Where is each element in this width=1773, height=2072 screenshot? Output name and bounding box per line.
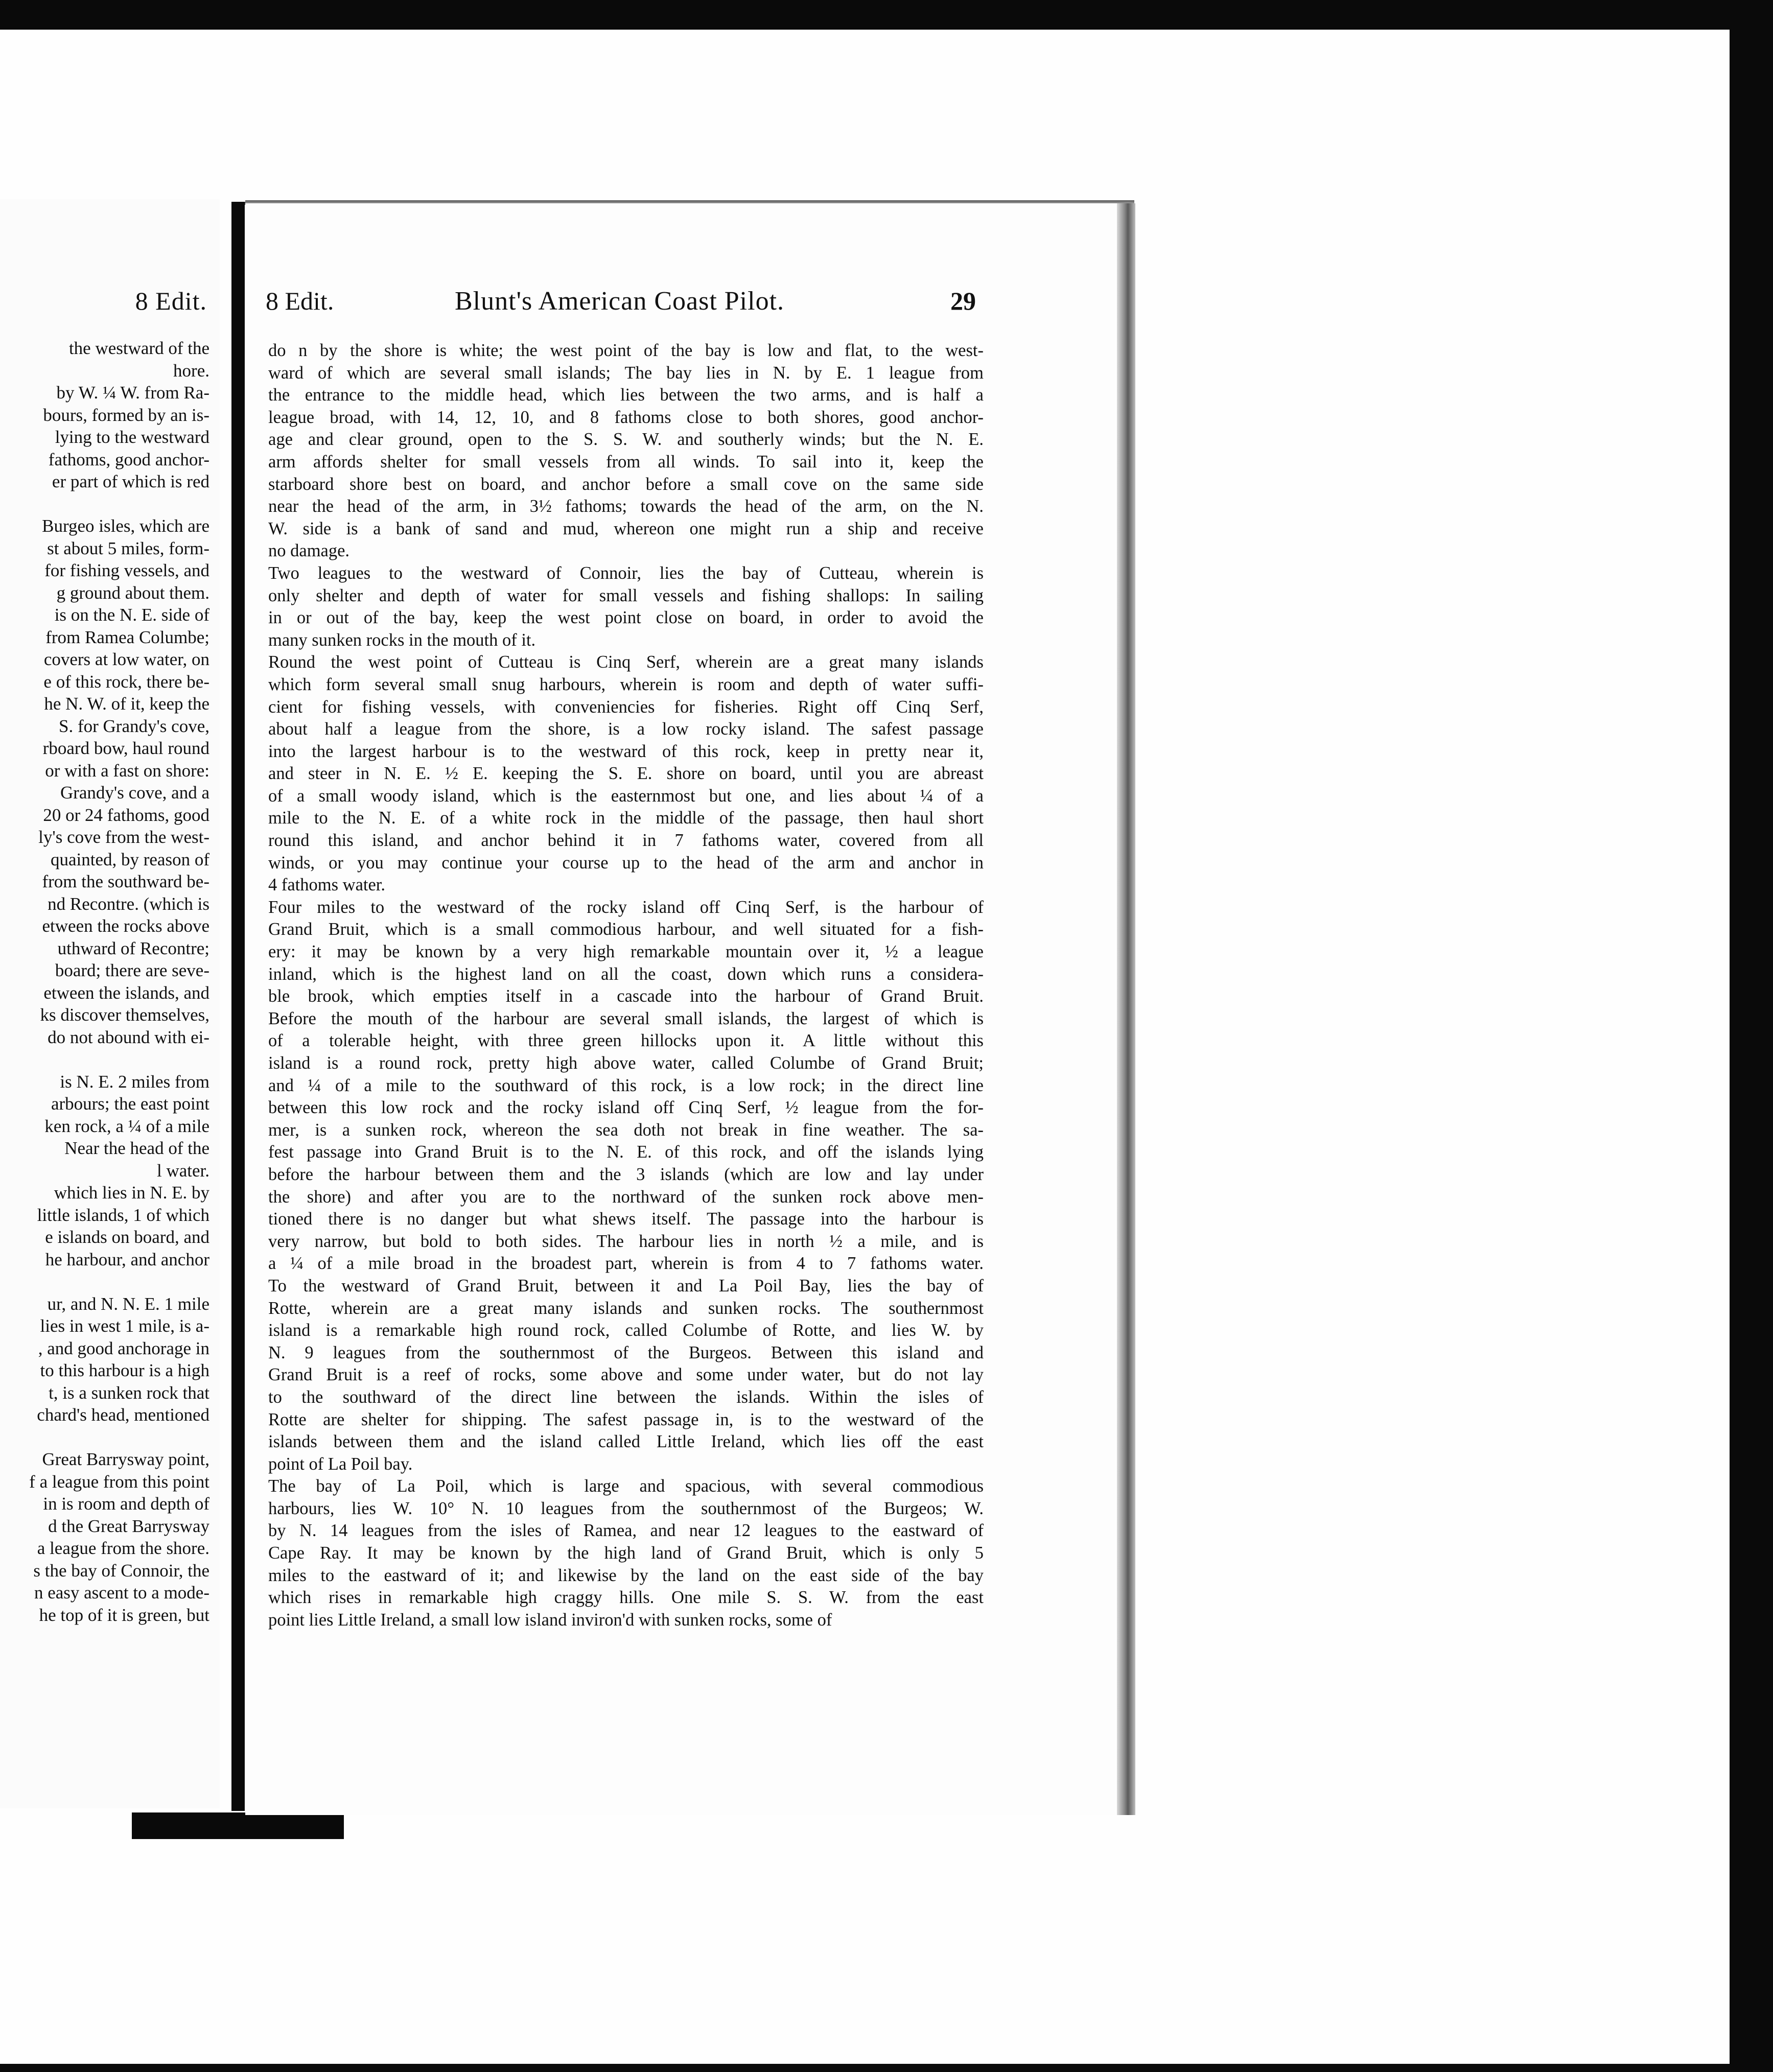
left-text-line: t, is a sunken rock that [49,1382,209,1403]
left-text-line [0,1270,209,1293]
running-head [266,286,981,322]
left-text-line: lying to the westward [55,427,209,447]
left-page-text [0,337,209,1626]
left-text-line: ur, and N. N. E. 1 mile [47,1293,209,1314]
body-text-line: very narrow, but bold to both sides. The harbour lies in north ½ a mile, and is [268,1231,984,1251]
body-text-line: Grand Bruit, which is a small commodious harbour, and well situated for a fish- [268,920,984,939]
left-text-line: Grandy's cove, and a [60,783,209,803]
body-text-line: point of La Poil bay. [268,1454,413,1474]
left-text-line: is on the N. E. side of [54,605,209,625]
left-text-line: lies in west 1 mile, is a- [40,1316,209,1336]
body-text-line: between this low rock and the rocky island off Cinq Serf, ½ league from the for- [268,1098,984,1118]
body-text-line: Round the west point of Cutteau is Cinq Serf, wherein are a great many islands [268,652,984,672]
left-text-line: Burgeo isles, which are [42,516,209,536]
left-text-line [0,493,209,515]
body-text-line: The bay of La Poil, which is large and spacious, with several commodious [268,1476,984,1496]
body-text-line: by N. 14 leagues from the isles of Ramea, and near 12 leagues to the eastward of [268,1521,984,1541]
body-text-line: and steer in N. E. ½ E. keeping the S. E. shore on board, until you are abreast [268,764,984,784]
left-text-line: in is room and depth of [43,1494,209,1514]
page-edge-shadow [1117,203,1135,1815]
body-text-line: tioned there is no danger but what shews itself. The passage into the harbour is [268,1209,984,1229]
body-text-line: which form several small snug harbours, wherein is room and depth of water suffi- [268,674,984,694]
left-text-line: or with a fast on shore: [45,760,209,781]
body-text-line: point lies Little Ireland, a small low island inviron'd with sunken rocks, some of [268,1610,832,1630]
left-text-line: from Ramea Columbe; [45,627,209,647]
left-text-line: to this harbour is a high [40,1360,209,1380]
left-text-line: st about 5 miles, form- [47,538,209,558]
edition-label: 8 Edit. [266,287,334,315]
left-text-line: fathoms, good anchor- [48,449,209,469]
left-text-line: er part of which is red [52,472,209,491]
body-text-line: arm affords shelter for small vessels from all winds. To sail into it, keep the [268,452,984,472]
body-text-line: the entrance to the middle head, which lies between the two arms, and is half a [268,385,984,405]
left-text-line: board; there are seve- [55,960,209,980]
left-text-line: nd Recontre. (which is [48,893,209,914]
left-text-line: do not abound with ei- [48,1027,209,1047]
body-text-line: N. 9 leagues from the southernmost of the Burgeos. Between this island and [268,1343,984,1362]
left-text-line: for fishing vessels, and [44,560,209,580]
left-text-line: covers at low water, on [43,649,209,669]
left-text-line: l water. [156,1160,209,1181]
left-text-line: arbours; the east point [51,1094,209,1114]
body-text-line: island is a round rock, pretty high above water, called Columbe of Grand Bruit; [268,1053,984,1073]
left-text-line: rboard bow, haul round [42,738,209,758]
left-text-line: a league from the shore. [37,1538,209,1558]
body-text-line: only shelter and depth of water for small vessels and fishing shallops: In sailing [268,585,984,605]
body-text-line: miles to the eastward of it; and likewise by the land on the east side of the bay [268,1565,984,1585]
body-text-line: W. side is a bank of sand and mud, whereon one might run a ship and receive [268,519,984,538]
left-text-line: the westward of the [68,338,209,358]
body-text-line: ery: it may be known by a very high remarkable mountain over it, ½ a league [268,942,984,962]
body-text-line: Two leagues to the westward of Connoir, lies the bay of Cutteau, wherein is [268,563,984,583]
left-text-line [0,1426,209,1449]
left-text-line: quainted, by reason of [50,849,209,869]
left-text-line: etween the rocks above [42,916,209,936]
left-text-line: he N. W. of it, keep the [44,694,209,714]
left-text-line: Great Barrysway point, [42,1449,209,1469]
left-text-line: he top of it is green, but [39,1605,209,1625]
left-text-line: he harbour, and anchor [45,1249,209,1269]
body-text-line: To the westward of Grand Bruit, between it and La Poil Bay, lies the bay of [268,1276,984,1296]
body-text-line: 4 fathoms water. [268,875,385,895]
scan-border-top [0,0,1773,30]
body-text-line: mile to the N. E. of a white rock in the middle of the passage, then haul short [268,808,984,828]
body-text-line: island is a remarkable high round rock, called Columbe of Rotte, and lies W. by [268,1321,984,1340]
left-text-line: is N. E. 2 miles from [60,1071,209,1092]
left-text-line: Near the head of the [64,1138,209,1158]
left-text-line: which lies in N. E. by [54,1183,209,1203]
gutter-binding-bar [231,202,245,1811]
left-text-line: f a league from this point [29,1471,209,1492]
body-text-line: to the southward of the direct line between the islands. Within the isles of [268,1387,984,1407]
body-text-line: ward of which are several small islands; The bay lies in N. by E. 1 league from [268,363,984,383]
left-text-line: S. for Grandy's cove, [59,716,209,736]
body-text-line: about half a league from the shore, is a low rocky island. The safest passage [268,719,984,739]
body-text-line: a ¼ of a mile broad in the broadest part, wherein is from 4 to 7 fathoms water. [268,1254,984,1274]
body-text-line: Cape Ray. It may be known by the high land of Grand Bruit, which is only 5 [268,1543,984,1563]
left-text-line: chard's head, mentioned [37,1405,209,1425]
left-text-line: ken rock, a ¼ of a mile [44,1116,209,1136]
body-text-line: islands between them and the island called Little Ireland, which lies off the east [268,1432,984,1452]
body-text-line: in or out of the bay, keep the west point close on board, in order to avoid the [268,608,984,628]
left-text-line: g ground about them. [56,582,209,603]
left-text-line: s the bay of Connoir, the [33,1560,209,1581]
body-text-line: and ¼ of a mile to the southward of this rock, is a low rock; in the direct line [268,1075,984,1095]
body-text-line: do n by the shore is white; the west point of the bay is low and flat, to the west- [268,341,984,360]
body-text-line: harbours, lies W. 10° N. 10 leagues from the southernmost of the Burgeos; W. [268,1498,984,1518]
body-text-line: starboard shore best on board, and anchor before a small cove on the same side [268,474,984,494]
body-text [268,340,984,1631]
left-text-line: n easy ascent to a mode- [34,1583,209,1603]
body-text-line: the shore) and after you are to the northward of the sunken rock above men- [268,1187,984,1207]
body-text-line: league broad, with 14, 12, 10, and 8 fathoms close to both shores, good anchor- [268,407,984,427]
left-text-line [0,1048,209,1071]
left-text-line: , and good anchorage in [38,1338,209,1358]
left-text-line: 20 or 24 fathoms, good [43,805,209,825]
left-text-line: little islands, 1 of which [37,1205,209,1225]
body-text-line: inland, which is the highest land on all the coast, down which runs a considera- [268,964,984,984]
left-text-line: etween the islands, and [43,982,209,1003]
body-text-line: winds, or you may continue your course up to the head of the arm and anchor in [268,853,984,873]
body-text-line: Before the mouth of the harbour are several small islands, the largest of which is [268,1008,984,1028]
left-text-line: e of this rock, there be- [43,671,209,692]
body-text-line: ble brook, which empties itself in a cascade into the harbour of Grand Bruit. [268,986,984,1006]
body-text-line: many sunken rocks in the mouth of it. [268,630,536,650]
body-text-line: Rotte are shelter for shipping. The safest passage in, is to the westward of the [268,1409,984,1429]
body-text-line: of a small woody island, which is the easternmost but one, and lies about ¼ of a [268,786,984,806]
body-text-line: of a tolerable height, with three green hillocks upon it. A little without this [268,1031,984,1051]
body-text-line: mer, is a sunken rock, whereon the sea doth not break in fine weather. The sa- [268,1120,984,1140]
left-page-header: 8 Edit. [135,287,207,315]
left-text-line: hore. [173,360,209,381]
left-text-line: uthward of Recontre; [57,938,209,958]
body-text-line: Rotte, wherein are a great many islands and sunken rocks. The southernmost [268,1298,984,1318]
left-text-line: d the Great Barrysway [48,1516,209,1536]
left-text-line: bours, formed by an is- [43,405,209,425]
gutter-binding-foot [132,1812,344,1839]
left-text-line: e islands on board, and [45,1227,209,1247]
body-text-line: near the head of the arm, in 3½ fathoms; towards the head of the arm, on the N. [268,497,984,516]
left-text-line: ks discover themselves, [40,1005,209,1025]
body-text-line: into the largest harbour is to the westward of this rock, keep in pretty near it, [268,741,984,761]
body-text-line: which rises in remarkable high craggy hills. One mile S. S. W. from the east [268,1588,984,1608]
body-text-line: Grand Bruit is a reef of rocks, some above and some under water, but do not lay [268,1365,984,1385]
left-text-line: by W. ¼ W. from Ra- [56,383,209,403]
page-number: 29 [950,287,976,315]
body-text-line: fest passage into Grand Bruit is to the N. E. of this rock, and off the islands lying [268,1142,984,1162]
body-text-line: no damage. [268,541,350,561]
left-text-line: from the southward be- [42,872,209,891]
body-text-line: round this island, and anchor behind it in 7 fathoms water, covered from all [268,831,984,851]
body-text-line: age and clear ground, open to the S. S. W. and southerly winds; but the N. E. [268,430,984,450]
scan-border-bottom [0,2064,1773,2072]
body-text-line: before the harbour between them and the 3 islands (which are low and lay under [268,1164,984,1184]
body-text-line: Four miles to the westward of the rocky island off Cinq Serf, is the harbour of [268,897,984,917]
page-title: Blunt's American Coast Pilot. [455,287,785,316]
body-text-line: cient for fishing vessels, with conveniencies for fisheries. Right off Cinq Serf, [268,697,984,717]
left-text-line: ly's cove from the west- [38,827,209,847]
scan-border-right [1730,30,1773,2072]
